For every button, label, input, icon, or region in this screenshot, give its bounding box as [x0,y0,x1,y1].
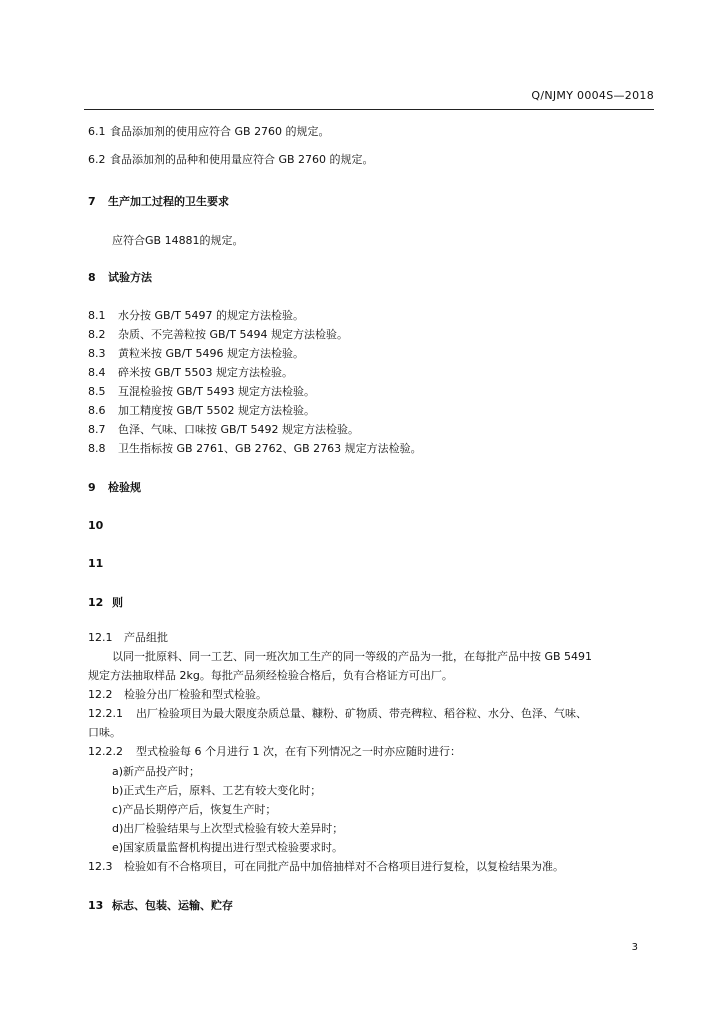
section-title: 则 [112,596,123,609]
clause-number: 12.3 [88,860,113,873]
list-item-c: c)产品长期停产后，恢复生产时； [112,803,277,816]
clause-6-1 [88,125,330,139]
clause-12-1-line-2: 规定方法抽取样品 2kg。每批产品须经检验合格后，负有合格证方可出厂。 [88,669,453,682]
section-10-heading: 10 [88,519,104,532]
document-number: Q/NJMY 0004S—2018 [531,89,654,102]
section-7-body: 应符合GB 14881的规定。 [112,234,244,247]
clause-number: 12.2 [88,688,113,701]
clause-text: 水分按 GB/T 5497 的规定方法检验。 [118,309,304,322]
clause-8-7 [88,423,359,437]
clause-number: 12.1 [88,631,113,644]
clause-number: 8.8 [88,442,106,455]
section-number: 7 [88,195,96,208]
clause-text: 检验如有不合格项目，可在同批产品中加倍抽样对不合格项目进行复检，以复检结果为准。 [124,860,564,873]
clause-12-1-heading [88,631,168,645]
section-title: 试验方法 [108,271,152,284]
section-number: 9 [88,481,96,494]
clause-8-2 [88,328,348,342]
clause-number: 8.7 [88,423,106,436]
clause-8-6 [88,404,315,418]
clause-12-2-2 [88,745,461,759]
list-item-d: d)出厂检验结果与上次型式检验有较大差异时； [112,822,344,835]
clause-number: 8.5 [88,385,106,398]
clause-text: 检验分出厂检验和型式检验。 [124,688,267,701]
clause-number: 8.4 [88,366,106,379]
clause-12-2-1-line-2: 口味。 [88,726,121,739]
list-item-a: a)新产品投产时； [112,765,201,778]
section-title: 生产加工过程的卫生要求 [108,195,229,208]
page-number: 3 [631,942,638,953]
clause-12-3 [88,860,564,874]
clause-number: 8.6 [88,404,106,417]
list-item-e: e)国家质量监督机构提出进行型式检验要求时。 [112,841,344,854]
clause-12-1-line-1: 以同一批原料、同一工艺、同一班次加工生产的同一等级的产品为一批，在每批产品中按 GB 5491 [112,650,593,663]
clause-text: 色泽、气味、口味按 GB/T 5492 规定方法检验。 [118,423,359,436]
section-title: 检验规 [108,481,141,494]
clause-text: 食品添加剂的使用应符合 GB 2760 的规定。 [110,125,330,138]
section-13-heading [88,899,233,913]
clause-number: 8.2 [88,328,106,341]
clause-8-8 [88,442,422,456]
clause-12-2-1 [88,707,587,721]
clause-text: 杂质、不完善粒按 GB/T 5494 规定方法检验。 [118,328,348,341]
clause-title: 产品组批 [124,631,168,644]
section-7-heading [88,195,229,209]
clause-8-5 [88,385,315,399]
clause-8-4 [88,366,293,380]
clause-text: 出厂检验项目为最大限度杂质总量、糠粉、矿物质、带壳稗粒、稻谷粒、水分、色泽、气味、 [136,707,587,720]
clause-6-2 [88,153,374,167]
clause-text: 互混检验按 GB/T 5493 规定方法检验。 [118,385,315,398]
clause-8-1 [88,309,304,323]
clause-text: 黄粒米按 GB/T 5496 规定方法检验。 [118,347,304,360]
clause-text: 型式检验每 6 个月进行 1 次，在有下列情况之一时亦应随时进行： [136,745,461,758]
section-8-heading [88,271,152,285]
clause-12-2 [88,688,267,702]
section-12-heading [88,596,123,610]
section-9-heading [88,481,141,495]
clause-text: 碎米按 GB/T 5503 规定方法检验。 [118,366,293,379]
section-title: 标志、包装、运输、贮存 [112,899,233,912]
section-11-heading: 11 [88,557,104,570]
section-number: 13 [88,899,104,912]
section-number: 8 [88,271,96,284]
header-rule [84,109,654,110]
clause-8-3 [88,347,304,361]
clause-number: 12.2.1 [88,707,123,720]
clause-number: 8.3 [88,347,106,360]
clause-text: 加工精度按 GB/T 5502 规定方法检验。 [118,404,315,417]
clause-text: 卫生指标按 GB 2761、GB 2762、GB 2763 规定方法检验。 [118,442,422,455]
section-number: 12 [88,596,104,609]
clause-number: 8.1 [88,309,106,322]
clause-number: 6.1 [88,125,106,138]
list-item-b: b)正式生产后，原料、工艺有较大变化时； [112,784,322,797]
clause-number: 12.2.2 [88,745,123,758]
clause-number: 6.2 [88,153,106,166]
clause-text: 食品添加剂的品种和使用量应符合 GB 2760 的规定。 [110,153,374,166]
